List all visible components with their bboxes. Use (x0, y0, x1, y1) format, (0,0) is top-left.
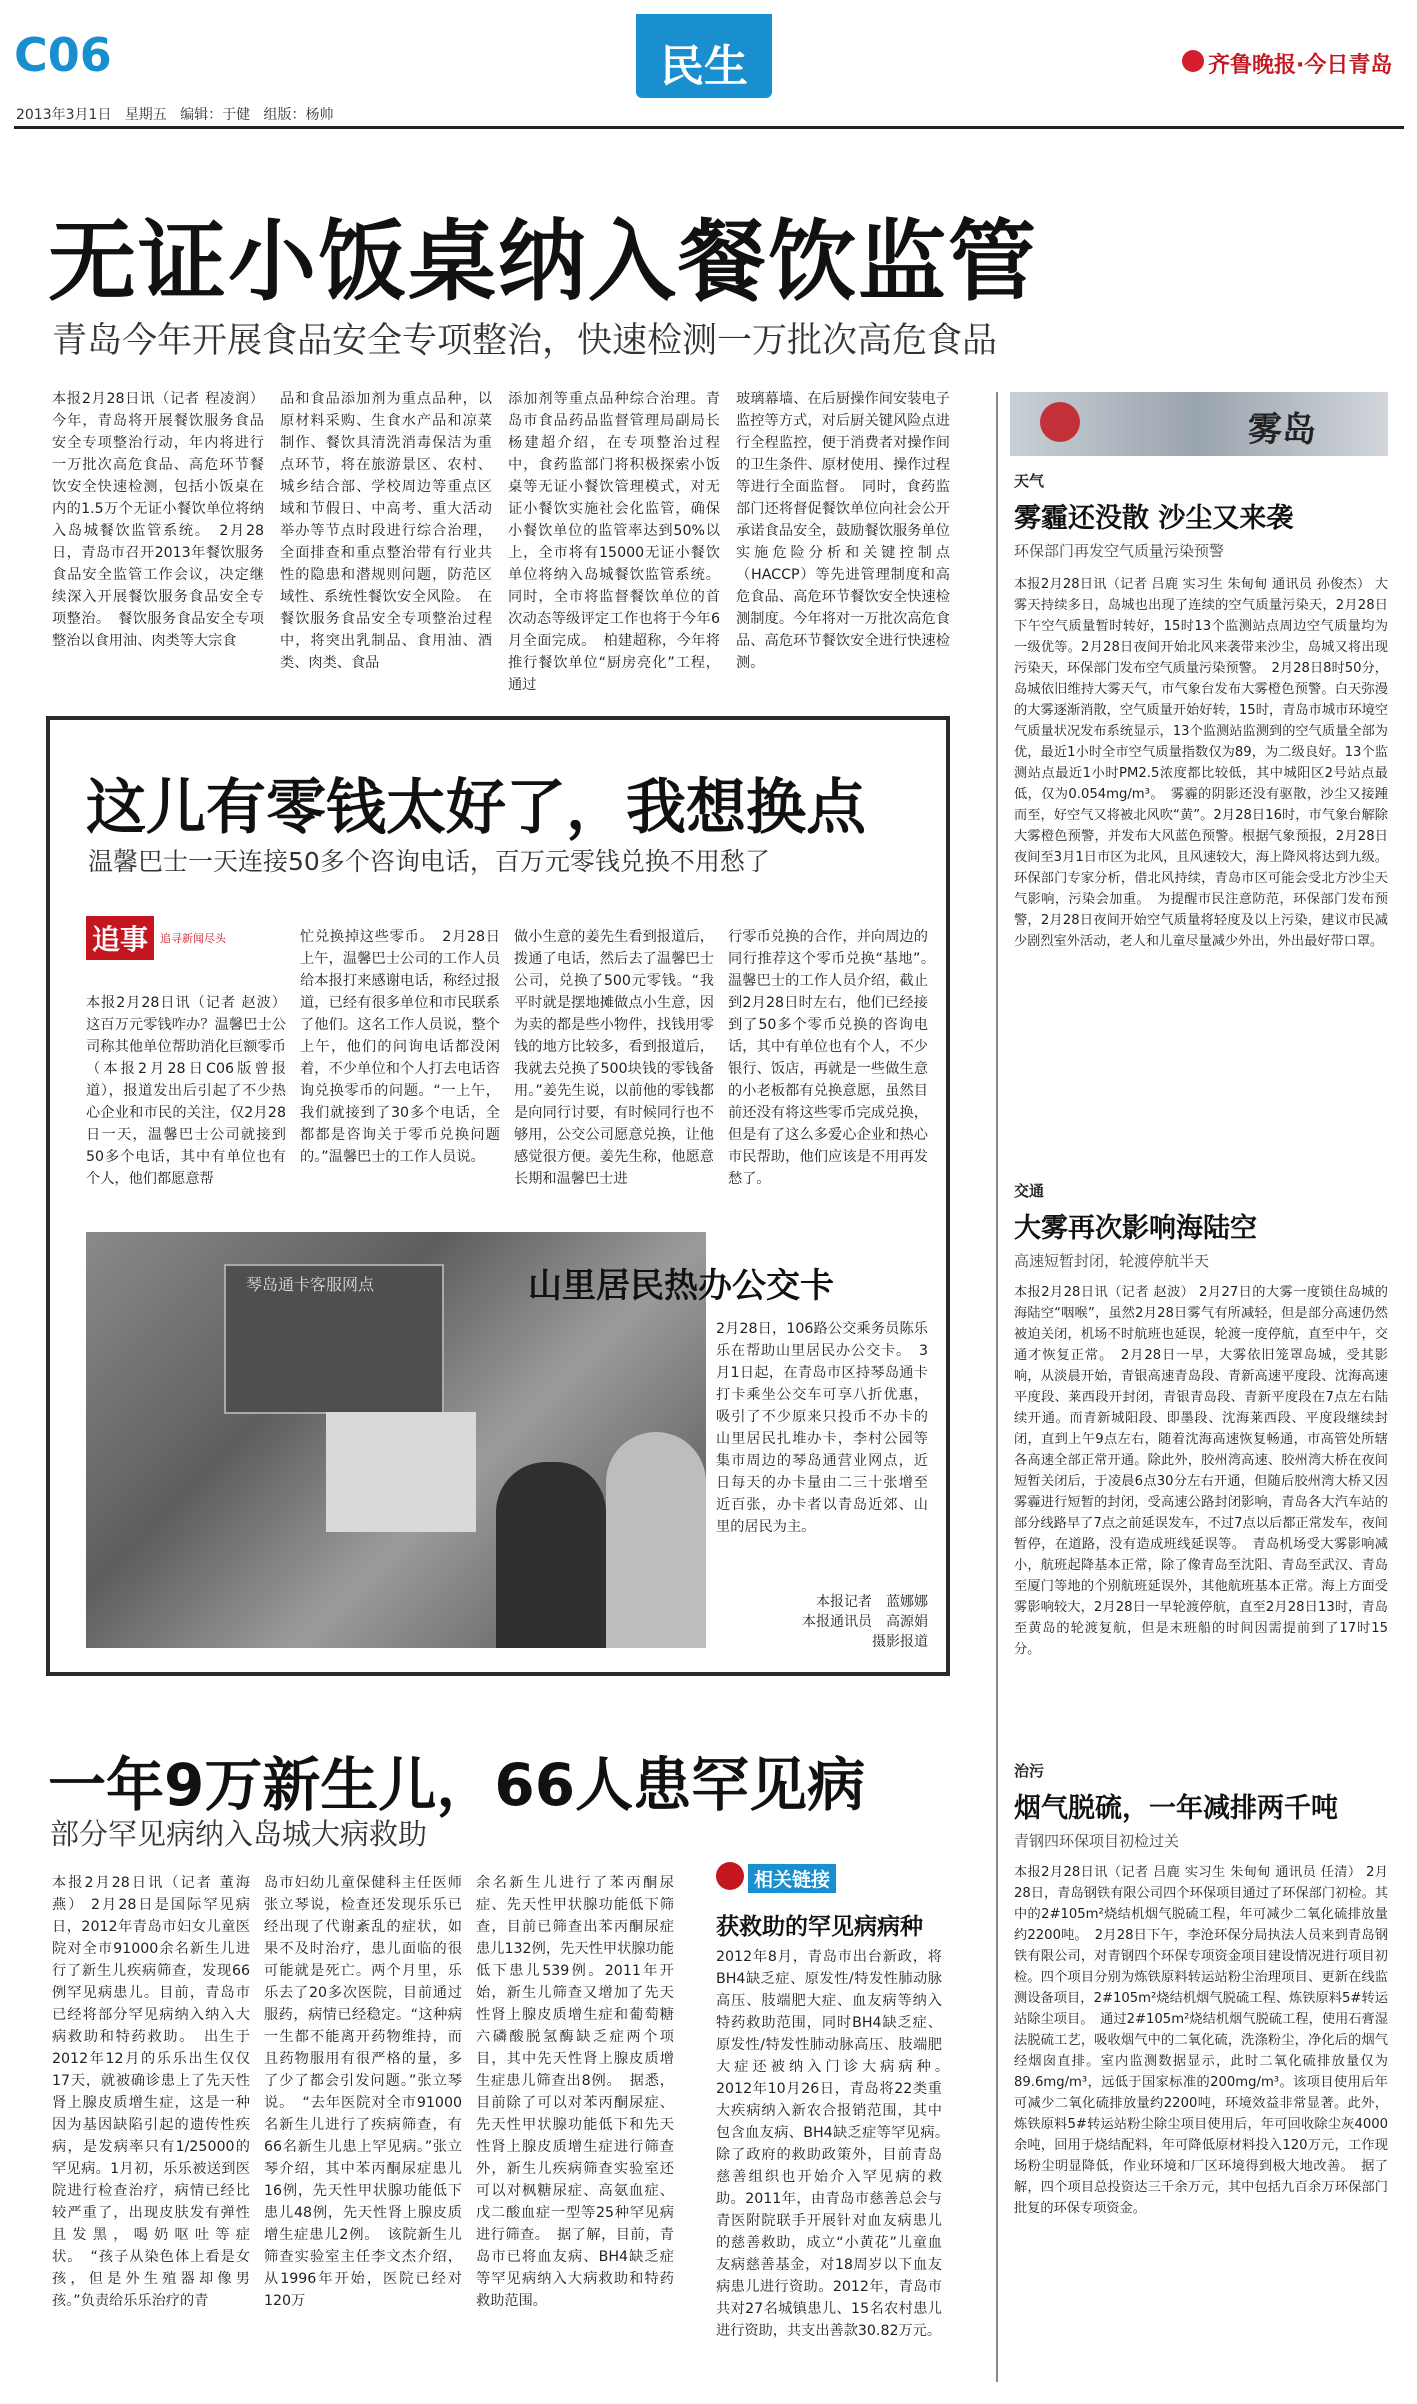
sidebar-pollution-text: 本报2月28日讯（记者 吕鹿 实习生 朱甸甸 通讯员 任清） 2月28日，青岛钢铁有限公司四个环保项目通过了环保部门初检。其中的2#105m²烧结机烟气脱硫工程，年可减少二氧化硫排放量约2200吨。 2月28日下午，李沧环保分局执法人员来到青岛钢铁有限公司，对青钢四个环保专项资金项目建设情况进行项目初检。四个项目分别为炼铁原料转运站粉尘治理项目、更新在线监测设备项目，2#105m²烧结机烟气脱硫工程、炼铁原料5#转运站除尘项目。 通过2#105m²烧结机烟气脱硫工程，使用石膏湿法脱硫工艺，吸收烟气中的二氧化硫，洗涤粉尘，净化后的烟气经烟囱直排。室内监测数据显示，此时二氧化硫排放量仅为89.6mg/m³，远低于国家标准的200mg/m³。该项目使用后年可减少二氧化硫排放量约2200吨，环境效益非常显著。此外，炼铁原料5#转运站粉尘除尘项目使用后，年可回收除尘灰4000余吨，回用于烧结配料，年可降低原材料投入120万元，工作现场粉尘明显降低，作业环境和厂区环境得到极大地改善。 据了解，四个项目总投资达三千余万元，其中包括九百余万环保部门批复的环保专项资金。 (1014, 1865, 1388, 2216)
sidebar-divider (996, 392, 998, 2382)
sidebar-pollution-category: 治污 (1014, 1762, 1045, 1780)
photo-sign-text: 琴岛通卡客服网点 (246, 1275, 375, 1294)
lead-column-1: 本报2月28日讯（记者 程凌润） 今年，青岛将开展餐饮服务食品安全专项整治行动，年内将进行一万批次高危食品、高危环节餐饮安全快速检测，包括小饭桌在内的1.5万个无证小餐饮单位将纳入岛城餐饮监管系统。 2月28日，青岛市召开2013年餐饮服务食品安全监管工作会议，决定继续深入开展餐饮服务食品安全专项整治。 餐饮服务食品安全专项整治以食用油、肉类等大宗食 (52, 391, 264, 649)
sidebar-weather-subhead: 环保部门再发空气质量污染预警 (1014, 542, 1225, 560)
related-title: 获救助的罕见病病种 (716, 1914, 923, 1940)
related-link-icon (716, 1862, 744, 1890)
photo-person-1 (496, 1462, 606, 1648)
photo-person-2 (606, 1432, 706, 1648)
sidebar-traffic-text: 本报2月28日讯（记者 赵波） 2月27日的大雾一度锁住岛城的海陆空“咽喉”，虽然2月28日雾气有所减轻，但是部分高速仍然被迫关闭，机场不时航班也延误，轮渡一度停航，直至中午，交通才恢复正常。 2月28日一早，大雾依旧笼罩岛城，受其影响，从淡晨开始，青银高速青岛段、青新高速平度段、沈海高速平度段、莱西段开封闭，青银青岛段、青新平度段在7点左右陆续开通。而青新城阳段、即墨段、沈海莱西段、平度段继续封闭，直到上午9点左右，随着沈海高速恢复畅通，市高管处所辖各高速全部正常开通。除此外，胶州湾高速、胶州湾大桥在夜间短暂关闭后，于凌晨6点30分左右开通，但随后胶州湾大桥又因雾霾进行短暂的封闭，受高速公路封闭影响，青岛各大汽车站的部分线路早了7点之前延误发车，不过7点以后都正常发车，夜间暂停，在道路，没有造成班线延误等。 青岛机场受大雾影响减小，航班起降基本正常，除了像青岛至沈阳、青岛至武汉、青岛至厦门等地的个别航班延误外，其他航班基本正常。海上方面受雾影响较大，2月28日一早轮渡停航，直至2月28日13时，青岛至黄岛的轮渡复航，但是末班船的时间因需提前到了17时15分。 (1014, 1285, 1388, 1657)
feature-column-4: 行零币兑换的合作，并向周边的同行推荐这个零币兑换“基地”。 温馨巴士的工作人员介绍，截止到2月28日时左右，他们已经接到了50多个零币兑换的咨询电话，其中有单位也有个人，不少银行、饭店，再就是一些做生意的小老板都有兑换意愿，虽然目前还没有将这些零币完成兑换，但是有了这么多爱心企业和热心市民帮助，他们应该是不用再发愁了。 (728, 929, 943, 1187)
lead-column-4: 玻璃幕墙、在后厨操作间安装电子监控等方式，对后厨关键风险点进行全程监控，便于消费者对操作间的卫生条件、原材使用、操作过程等进行全面监督。 同时，食药监部门还将督促餐饮单位向社会公开承诺食品安全，鼓励餐饮服务单位实施危险分析和关键控制点（HACCP）等先进管理制度和高危食品、高危环节餐饮安全快速检测制度。今年将对一万批次高危食品、高危环节餐饮安全进行快速检测。 (736, 391, 950, 671)
photo-window (326, 1412, 476, 1532)
rare-column-3: 余名新生儿进行了苯丙酮尿症、先天性甲状腺功能低下筛查，目前已筛查出苯丙酮尿症患儿132例，先天性甲状腺功能低下患儿539例。2011年开始，新生儿筛查又增加了先天性肾上腺皮质增生症和葡萄糖六磷酸脱氢酶缺乏症两个项目，其中先天性肾上腺皮质增生症患儿筛查出8例。 据悉，目前除了可以对苯丙酮尿症、先天性甲状腺功能低下和先天性肾上腺皮质增生症进行筛查外，新生儿疾病筛查实验室还可以对枫糖尿症、高氨血症、戊二酸血症一型等25种罕见病进行筛查。 据了解，目前，青岛市已将血友病、BH4缺乏症等罕见病纳入大病救助和特药救助范围。 (476, 1875, 674, 2309)
photo-credit-correspondent: 本报通讯员 高源娟 (802, 1614, 928, 1630)
paper-logo-icon (1182, 50, 1204, 72)
sidebar-pollution-subhead: 青钢四环保项目初检过关 (1014, 1832, 1180, 1850)
paper-name: 齐鲁晚报·今日青岛 (1208, 53, 1393, 78)
feature-column-2: 忙兑换掉这些零币。 2月28日上午，温馨巴士公司的工作人员给本报打来感谢电话，称经过报道，已经有很多单位和市民联系了他们。这名工作人员说，整个上午，他们的问询电话都没闲着，不少单位和个人打去电话咨询兑换零币的问题。“一上午，我们就接到了30多个电话，全都都是咨询关于零币兑换问题的。”温馨巴士的工作人员说。 (300, 929, 500, 1165)
photo-credits (716, 1592, 928, 1652)
photo-credit-reporter: 本报记者 蓝娜娜 (816, 1594, 928, 1610)
feature-column-1: 本报2月28日讯（记者 赵波） 这百万元零钱咋办？温馨巴士公司称其他单位帮助消化巨额零币（本报2月28日C06版曾报道），报道发出后引起了不少热心企业和市民的关注，仅2月28日一天，温馨巴士公司就接到50多个电话，其中有单位也有个人，他们都愿意帮 (86, 995, 286, 1187)
date: 2013年3月1日 (16, 107, 112, 123)
section-title: 民生 (660, 41, 748, 92)
photo-credit-photography: 摄影报道 (872, 1634, 928, 1650)
sidebar-traffic-headline: 大雾再次影响海陆空 (1014, 1213, 1257, 1244)
rare-subhead: 部分罕见病纳入岛城大病救助 (50, 1817, 428, 1851)
editor: 编辑：于健 (180, 107, 251, 123)
sidebar-weather-category: 天气 (1014, 472, 1045, 490)
rare-column-2: 岛市妇幼儿童保健科主任医师张立琴说，检查还发现乐乐已经出现了代谢紊乱的症状，如果不及时治疗，患儿面临的很可能就是死亡。两个月里，乐乐去了20多次医院，目前通过服药，病情已经稳定。“这种病一生都不能离开药物维持，而且药物服用有很严格的量，多了少了都会引发问题。”张立琴说。 “去年医院对全市91000名新生儿进行了疾病筛查，有66名新生儿患上罕见病。”张立琴介绍，其中苯丙酮尿症患儿16例，先天性甲状腺功能低下患儿48例，先天性肾上腺皮质增生症患儿2例。 该院新生儿筛查实验室主任李文杰介绍，从1996年开始，医院已经对120万 (264, 1875, 462, 2309)
sidebar-traffic-category: 交通 (1014, 1182, 1045, 1200)
feature-headline: 这儿有零钱太好了，我想换点 (86, 773, 866, 843)
sidebar-banner-icon (1040, 402, 1080, 442)
sidebar-weather-text: 本报2月28日讯（记者 吕鹿 实习生 朱甸甸 通讯员 孙俊杰） 大雾天持续多日，岛城也出现了连续的空气质量污染天，2月28日下午空气质量暂时转好，15时13个监测站点周边空气质量均为一级优等。2月28日夜间开始北风来袭带来沙尘，岛城又将出现污染天，环保部门发布空气质量污染预警。 2月28日8时50分，岛城依旧维持大雾天气，市气象台发布大雾橙色预警。白天弥漫的大雾逐渐消散，空气质量开始好转，15时，青岛市城市环境空气质量状况发布系统显示，13个监测站监测到的空气质量全部为优，最近1小时全市空气质量指数仅为89，为二级良好。13个监测站点最近1小时PM2.5浓度都比较低，其中城阳区2号站点最低，仅为0.054mg/m³。 雾霾的阴影还没有驱散，沙尘又接踵而至，好空气又将被北风吹“黄”。2月28日16时，市气象台解除大雾橙色预警，并发布大风蓝色预警。根据气象预报，2月28日夜间至3月1日市区为北风，且风速较大，海上降风将达到九级。环保部门专家分析，借北风持续，青岛市区可能会受北方沙尘天气影响，污染会加重。 为提醒市民注意防范，环保部门发布预警，2月28日夜间开始空气质量将轻度及以上污染，建议市民减少剧烈室外活动，老人和儿童尽量减少外出，外出最好带口罩。 (1014, 577, 1388, 949)
related-link-label: 相关链接 (748, 1864, 836, 1893)
sidebar-banner-title: 雾岛 (1248, 410, 1316, 450)
photo-caption: 2月28日，106路公交乘务员陈乐乐在帮助山里居民办公交卡。 3月1日起，在青岛市区持琴岛通卡打卡乘坐公交车可享八折优惠，吸引了不少原来只投币不办卡的山里居民扎堆办卡，李村公园等集市周边的琴岛通营业网点，近日每天的办卡量由二三十张增至近百张，办卡者以青岛近郊、山里的居民为主。 (716, 1321, 928, 1535)
rare-column-1: 本报2月28日讯（记者 董海燕） 2月28日是国际罕见病日，2012年青岛市妇女儿童医院对全市91000余名新生儿进行了新生儿疾病筛查，发现66例罕见病患儿。目前，青岛市已经将部分罕见病纳入纳入大病救助和特药救助。 出生于2012年12月的乐乐出生仅仅17天，就被确诊患上了先天性肾上腺皮质增生症，这是一种因为基因缺陷引起的遗传性疾病，是发病率只有1/25000的罕见病。1月初，乐乐被送到医院进行检查治疗，病情已经比较严重了，出现皮肤发有弹性且发黑，喝奶呕吐等症状。 “孩子从染色体上看是女孩，但是外生殖器却像男孩。”负责给乐乐治疗的青 (52, 1875, 250, 2309)
feature-badge-mark: 追事 (86, 916, 154, 960)
lead-subhead: 青岛今年开展食品安全专项整治，快速检测一万批次高危食品 (52, 321, 998, 361)
photo-headline: 山里居民热办公交卡 (528, 1266, 834, 1306)
layout-editor: 组版：杨帅 (263, 107, 334, 123)
related-link-badge (716, 1860, 846, 1894)
feature-column-3: 做小生意的姜先生看到报道后，拨通了电话，然后去了温馨巴士公司，兑换了500元零钱。“我平时就是摆地摊做点小生意，因为卖的都是些小物件，找钱用零钱的地方比较多，看到报道后，我就去兑换了500块钱的零钱备用。”姜先生说，以前他的零钱都是向同行讨要，有时候同行也不够用，公交公司愿意兑换，让他感觉很方便。姜先生称，他愿意长期和温馨巴士进 (514, 929, 714, 1187)
feature-badge (86, 916, 236, 962)
related-text: 2012年8月，青岛市出台新政，将BH4缺乏症、原发性/特发性肺动脉高压、肢端肥大症、血友病等纳入特药救助范围，同时BH4缺乏症、原发性/特发性肺动脉高压、肢端肥大症还被纳入门诊大病病种。 2012年10月26日，青岛将22类重大疾病纳入新农合报销范围，其中包含血友病、BH4缺乏症等罕见病。 除了政府的救助政策外，目前青岛慈善组织也开始介入罕见病的救助。2011年，由青岛市慈善总会与青医附院联手开展针对血友病患儿的慈善救助，成立“小黄花”儿童血友病慈善基金，对18周岁以下血友病患儿进行资助。2012年，青岛市共对27名城镇患儿、15名农村患儿进行资助，共支出善款30.82万元。 (716, 1949, 957, 2339)
lead-headline: 无证小饭桌纳入餐饮监管 (48, 210, 1039, 313)
masthead-rule (14, 126, 1404, 129)
sidebar-pollution-headline: 烟气脱硫，一年减排两千吨 (1014, 1793, 1338, 1824)
sidebar-weather-headline: 雾霾还没散 沙尘又来袭 (1014, 503, 1294, 534)
feature-subhead: 温馨巴士一天连接50多个咨询电话，百万元零钱兑换不用愁了 (88, 847, 770, 876)
weekday: 星期五 (124, 107, 167, 123)
rare-headline: 一年9万新生儿，66人患罕见病 (48, 1751, 866, 1819)
lead-column-3: 添加剂等重点品种综合治理。青岛市食品药品监督管理局副局长杨建超介绍，在专项整治过程中，食药监部门将积极探索小饭桌等无证小餐饮管理模式，对无证小餐饮实施社会化监管，确保小餐饮单位的监管率达到50%以上，全市将有15000无证小餐饮单位将纳入岛城餐饮监管系统。同时，全市将监督餐饮单位的首次动态等级评定工作也将于今年6月全面完成。 柏建超称，今年将推行餐饮单位“厨房亮化”工程，通过 (508, 391, 720, 693)
dateline (16, 104, 334, 124)
sidebar-traffic-subhead: 高速短暂封闭，轮渡停航半天 (1014, 1252, 1210, 1270)
lead-column-2: 品和食品添加剂为重点品种，以原材料采购、生食水产品和凉菜制作、餐饮具清洗消毒保洁为重点环节，将在旅游景区、农村、城乡结合部、学校周边等重点区域和节假日、中高考、重大活动举办等节点时段进行综合治理，全面排查和重点整治带有行业共性的隐患和潜规则问题，防范区域性、系统性餐饮安全风险。 在餐饮服务食品安全专项整治过程中，将突出乳制品、食用油、酒类、肉类、食品 (280, 391, 492, 671)
feature-badge-tag: 追寻新闻尽头 (160, 932, 226, 945)
page-number: C06 (14, 28, 112, 82)
